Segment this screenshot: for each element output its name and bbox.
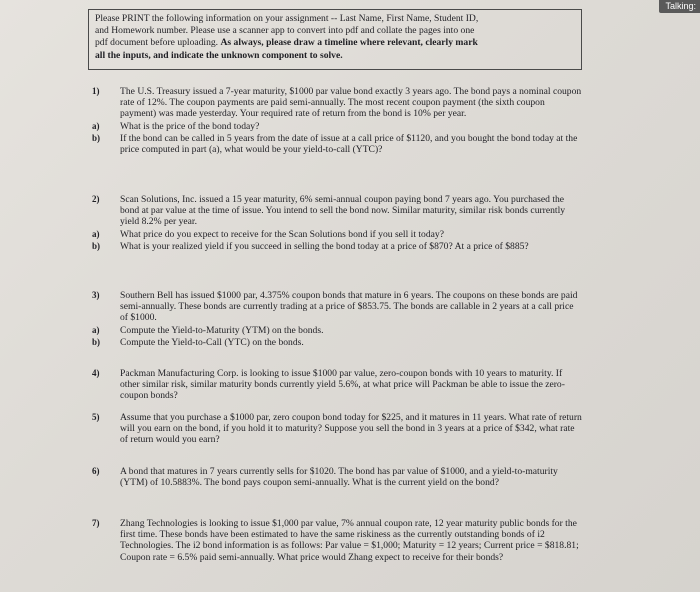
question-text: The U.S. Treasury issued a 7-year maturity, $1000 par value bond exactly 3 years ago. The bond pays a nominal coupon rate of 12%. The coupon payments are paid semi-annually. The most recent coupon payment (the sixth coupon payment) was made yesterday. Your required rate of return from the bond is 10% per year. (120, 86, 582, 120)
sub-question (92, 241, 582, 252)
question-6 (92, 466, 582, 488)
sub-question (92, 325, 582, 336)
instructions-line-3-bold: As always, please draw a timeline where relevant, clearly mark (220, 37, 478, 49)
question-number: 2) (92, 194, 100, 204)
question-4 (92, 368, 582, 402)
sub-label: a) (92, 120, 100, 131)
question-text: Assume that you purchase a $1000 par, zero coupon bond today for $225, and it matures in 11 years. What rate of return will you earn on the bond, if you hold it to maturity? Suppose you sell the bond in 3 years at a price of $342, what rate of return would you earn? (120, 412, 582, 446)
sub-label: b) (92, 132, 101, 143)
instructions-box (88, 9, 582, 70)
question-number: 1) (92, 86, 100, 96)
instructions-line-1: Please PRINT the following information on your assignment -- Last Name, First Name, Student ID, (95, 13, 479, 24)
question-text: Southern Bell has issued $1000 par, 4.375% coupon bonds that mature in 6 years. The coupons on these bonds are paid semi-annually. These bonds are currently trading at a price of $853.75. The bonds are callable in 2 years at a call price of $1000. (120, 290, 578, 324)
sub-question (92, 229, 582, 240)
question-number: 7) (92, 518, 100, 528)
sub-text: What is the price of the bond today? (120, 120, 260, 132)
question-7 (92, 518, 582, 563)
instructions-line-3-text: pdf document before uploading. (95, 37, 219, 49)
question-number: 3) (92, 290, 100, 300)
question-text: Packman Manufacturing Corp. is looking to issue $1000 par value, zero-coupon bonds with 10 years to maturity. If other similar risk, similar maturity bonds currently yield 5.6%, at what price will Packman be able to issue the zero-coupon bonds? (120, 368, 565, 402)
question-text: Zhang Technologies is looking to issue $1,000 par value, 7% annual coupon rate, 12 year maturity public bonds for the first time. These bonds have been estimated to have the same riskiness as the currently outstanding bonds of i2 Technologies. The i2 bond information is as follows: Par value = $1,000; Maturity = 12 years; Current price = $818.81; Coupon rate = 6.5% paid semi-annually. What price would Zhang expect to receive for their bonds? (120, 518, 579, 563)
instructions-line-3 (95, 37, 575, 49)
question-2 (92, 194, 582, 252)
instructions-line-2: and Homework number. Please use a scanner app to convert into pdf and collate the pages into one (95, 25, 475, 37)
sub-text: What is your realized yield if you succeed in selling the bond today at a price of $870? At a price of $885? (120, 240, 529, 252)
sub-label: b) (92, 336, 101, 347)
sub-question (92, 121, 582, 132)
question-1 (92, 86, 582, 155)
sub-text: If the bond can be called in 5 years from the date of issue at a call price of $1120, and you bought the bond today at the price computed in part (a), what would be your yield-to-call (YTC)? (120, 132, 578, 156)
question-text: A bond that matures in 7 years currently sells for $1020. The bond has par value of $1000, and a yield-to-maturity (YTM) of 10.5883%. The bond pays coupon semi-annually. What is the current yield on the bond? (120, 466, 558, 489)
sub-text: Compute the Yield-to-Maturity (YTM) on the bonds. (120, 324, 324, 336)
sub-question (92, 133, 582, 155)
question-3 (92, 290, 582, 348)
question-5 (92, 412, 582, 446)
sub-label: a) (92, 228, 100, 239)
sub-text: Compute the Yield-to-Call (YTC) on the bonds. (120, 336, 304, 348)
question-number: 4) (92, 368, 100, 378)
instructions-line-4: all the inputs, and indicate the unknown component to solve. (95, 49, 343, 61)
question-text: Scan Solutions, Inc. issued a 15 year maturity, 6% semi-annual coupon paying bond 7 years ago. You purchased the bond at par value at the time of issue. You intend to sell the bond now. Similar maturity, similar risk bonds currently yield 8.2% per year. (120, 194, 566, 228)
sub-label: a) (92, 324, 100, 335)
sub-question (92, 337, 582, 348)
sub-label: b) (92, 240, 101, 251)
talking-badge: Talking: (659, 0, 700, 13)
sub-text: What price do you expect to receive for the Scan Solutions bond if you sell it today? (120, 228, 444, 240)
question-number: 5) (92, 412, 100, 422)
question-number: 6) (92, 466, 100, 476)
